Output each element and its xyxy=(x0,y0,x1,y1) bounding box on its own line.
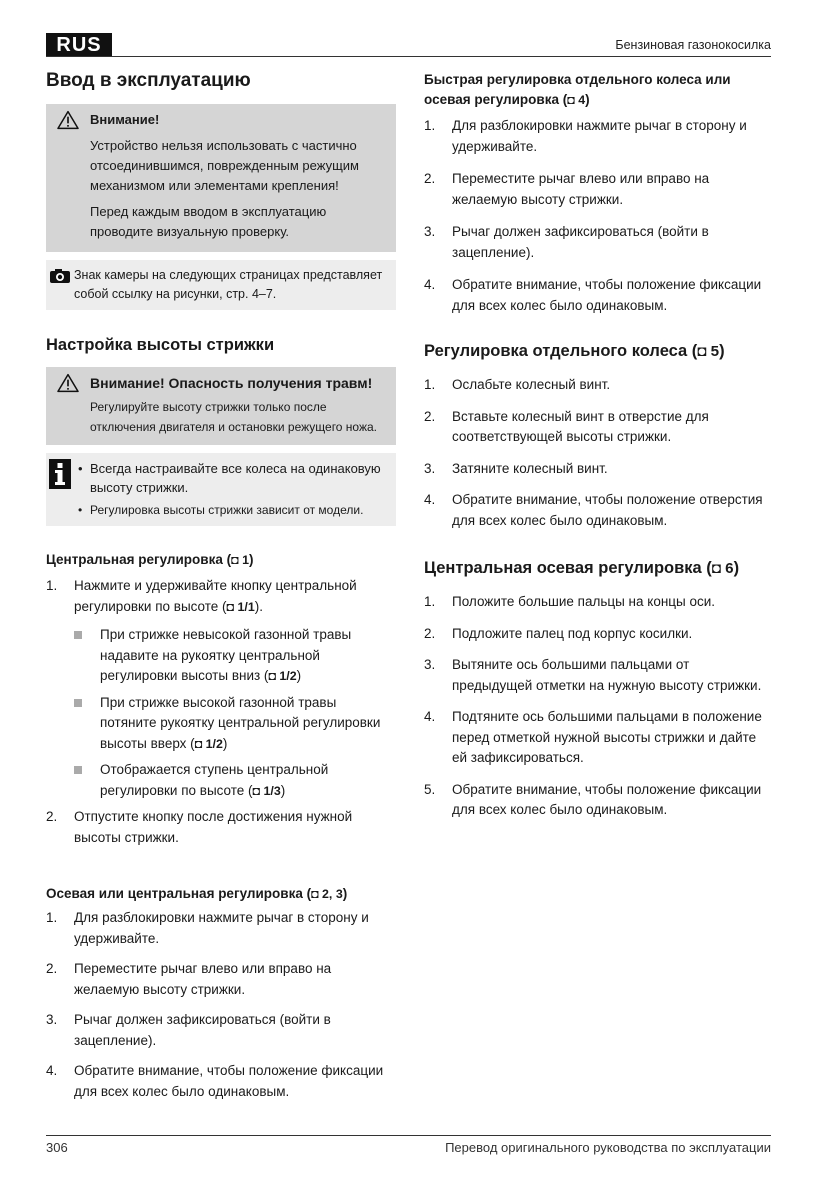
section-title-single-wheel: Регулировка отдельного колеса (◘ 5) xyxy=(424,342,725,360)
list-item xyxy=(46,1061,396,1102)
list-item xyxy=(424,407,772,448)
step-text: Обратите внимание, чтобы положение отверстия для всех колес было одинаковым. xyxy=(452,492,763,528)
step-text: Обратите внимание, чтобы положение фиксации для всех колес было одинаковым. xyxy=(452,277,762,313)
step-number: 2. xyxy=(424,171,436,186)
list-item xyxy=(46,959,396,1000)
step-text: Вставьте колесный винт в отверстие для соответствующей высоты стрижки. xyxy=(452,408,709,444)
section-title-central-axial: Центральная осевая регулировка (◘ 6) xyxy=(424,559,740,577)
camera-note-box xyxy=(46,260,396,310)
step-text: Затяните колесный винт. xyxy=(452,460,608,476)
step-text: Вытяните ось большими пальцами от предыдущей отметки на нужную высоту стрижки. xyxy=(452,657,762,693)
step-number: 2. xyxy=(424,408,436,424)
right-column xyxy=(424,70,772,832)
list-item xyxy=(424,707,772,769)
step-text: Подтяните ось большими пальцами в положение перед отметкой нужной высоты стрижки и дайте ей зафиксироваться. xyxy=(452,709,762,765)
info-bullet-text: Всегда настраивайте все колеса на одинаковую высоту стрижки. xyxy=(90,461,381,495)
step-number: 3. xyxy=(424,657,436,672)
page-number: 306 xyxy=(46,1140,68,1155)
info-box: • Всегда настраивайте все колеса на одинаковую высоту стрижки. • Регулировка высоты стрижки зависит от модели. xyxy=(46,453,396,526)
central-steps-list xyxy=(46,576,396,617)
list-item: При стрижке высокой газонной травы потяните рукоятку центральной регулировки высоты вверх (◘ 1/2) xyxy=(74,693,396,755)
step-text: Для разблокировки нажмите рычаг в сторону и удерживайте. xyxy=(452,118,747,154)
step-text: Обратите внимание, чтобы положение фиксации для всех колес было одинаковым. xyxy=(74,1063,384,1099)
step-number: 3. xyxy=(424,460,436,476)
list-item: 1. Нажмите и удерживайте кнопку центральной регулировки по высоте (◘ 1/1). xyxy=(46,578,357,614)
step-number: 1. xyxy=(424,594,436,609)
list-item xyxy=(424,655,772,696)
warning-text: Перед каждым вводом в эксплуатацию проводите визуальную проверку. xyxy=(90,204,327,239)
step-number: 4. xyxy=(424,277,436,292)
step-text: Рычаг должен зафиксироваться (войти в зацепление). xyxy=(452,224,709,260)
quick-steps-list xyxy=(424,116,772,316)
step-text: Положите большие пальцы на концы оси. xyxy=(452,594,716,609)
list-item xyxy=(424,459,772,480)
warning-box-commissioning xyxy=(46,104,396,252)
language-badge: RUS xyxy=(46,33,112,57)
step-text: Ослабьте колесный винт. xyxy=(452,377,611,392)
step-number: 4. xyxy=(46,1063,58,1078)
info-icon xyxy=(49,459,71,489)
camera-note-text: Знак камеры на следующих страницах представляет собой ссылку на рисунки, стр. 4–7. xyxy=(74,268,383,301)
step-number: 1. xyxy=(424,377,436,392)
header-divider xyxy=(46,56,771,57)
step-number: 5. xyxy=(424,781,436,797)
list-item xyxy=(46,1010,396,1051)
list-item xyxy=(424,490,772,531)
warning-text: Устройство нельзя использовать с частично отсоединившимся, поврежденным режущим механизмом или элементами крепления! xyxy=(90,138,359,193)
axial-steps-list xyxy=(46,908,396,1102)
step-number: 2. xyxy=(46,961,58,976)
step-text: Подложите палец под корпус косилки. xyxy=(452,625,693,641)
warning-heading: Внимание! xyxy=(90,112,160,127)
step-number: 4. xyxy=(424,492,436,507)
central-substeps-list xyxy=(46,625,396,801)
wheel-steps-list xyxy=(424,375,772,531)
step-number: 1. xyxy=(46,910,58,925)
list-item xyxy=(424,780,772,821)
list-item xyxy=(424,375,772,396)
list-item: При стрижке невысокой газонной травы надавите на рукоятку центральной регулировки высоты вниз (◘ 1/2) xyxy=(74,625,396,687)
step-number: 4. xyxy=(424,709,436,724)
central-steps-list-2 xyxy=(46,807,396,848)
footer-divider xyxy=(46,1135,771,1136)
list-item xyxy=(424,222,772,263)
subsection-title-central: Центральная регулировка (◘ 1) xyxy=(46,552,254,567)
footer-note: Перевод оригинального руководства по эксплуатации xyxy=(445,1140,771,1155)
step-number: 3. xyxy=(46,1012,58,1027)
list-item xyxy=(46,908,396,949)
warning-text: Регулируйте высоту стрижки только после отключения двигателя и остановки режущего ножа. xyxy=(90,400,378,434)
central-axial-steps-list xyxy=(424,592,772,821)
subsection-title-axial: Осевая или центральная регулировка (◘ 2, 3) xyxy=(46,886,348,901)
list-item xyxy=(424,169,772,210)
step-text: Обратите внимание, чтобы положение фиксации для всех колес было одинаковым. xyxy=(452,781,762,817)
list-item: Отображается ступень центральной регулировки по высоте (◘ 1/3) xyxy=(74,760,396,801)
left-column xyxy=(46,70,396,1112)
camera-icon xyxy=(49,268,71,284)
subsection-title-quick: Быстрая регулировка отдельного колеса или осевая регулировка (◘ 4) xyxy=(424,72,731,107)
list-item xyxy=(424,624,772,645)
info-bullet-text: Регулировка высоты стрижки зависит от модели. xyxy=(90,503,364,517)
list-item: 2. Отпустите кнопку после достижения нужной высоты стрижки. xyxy=(46,809,353,845)
step-text: Рычаг должен зафиксироваться (войти в зацепление). xyxy=(74,1012,331,1048)
warning-triangle-icon xyxy=(54,110,82,130)
step-number: 2. xyxy=(424,625,436,641)
warning-box-injury xyxy=(46,367,396,445)
list-item xyxy=(424,116,772,157)
document-title: Бензиновая газонокосилка xyxy=(615,38,771,52)
warning-triangle-icon xyxy=(54,373,82,393)
list-item xyxy=(424,592,772,613)
step-text: Переместите рычаг влево или вправо на желаемую высоту стрижки. xyxy=(452,171,710,207)
section-title-commissioning: Ввод в эксплуатацию xyxy=(46,70,251,91)
step-number: 3. xyxy=(424,224,436,239)
step-text: Для разблокировки нажмите рычаг в сторону и удерживайте. xyxy=(74,910,369,946)
step-number: 1. xyxy=(424,118,436,133)
step-text: Переместите рычаг влево или вправо на желаемую высоту стрижки. xyxy=(74,961,332,997)
list-item xyxy=(424,275,772,316)
section-title-cutting-height: Настройка высоты стрижки xyxy=(46,336,275,354)
warning-heading: Внимание! Опасность получения травм! xyxy=(90,375,373,391)
